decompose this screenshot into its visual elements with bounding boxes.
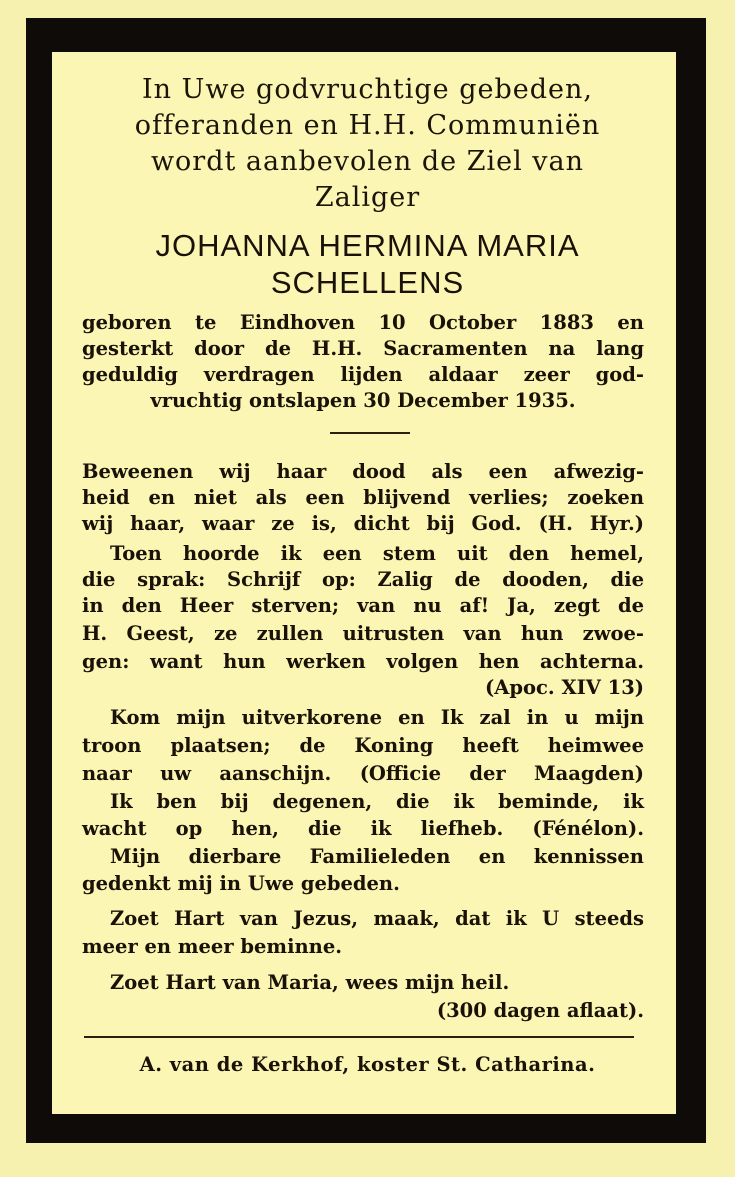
verse-line: troon plaatsen; de Koning heeft heimwee bbox=[82, 734, 644, 757]
biography-line: geboren te Eindhoven 10 October 1883 en bbox=[82, 311, 644, 334]
verse-line: gen: want hun werken volgen hen achterna. bbox=[82, 650, 644, 673]
divider-rule bbox=[330, 432, 410, 434]
prayer-line: Zoet Hart van Maria, wees mijn heil. bbox=[110, 971, 510, 994]
prayer-line: Zoet Hart van Jezus, maak, dat ik U steeds bbox=[110, 907, 644, 930]
footer-rule bbox=[84, 1036, 634, 1038]
verse-line: Mijn dierbare Familieleden en kennissen bbox=[110, 845, 644, 868]
heading-line-1: In Uwe godvruchtige gebeden, bbox=[141, 74, 594, 105]
prayer-line: meer en meer beminne. bbox=[82, 935, 343, 958]
heading-line-4: Zaliger bbox=[314, 182, 421, 213]
biography-line: geduldig verdragen lijden aldaar zeer god- bbox=[82, 363, 644, 386]
verse-line: in den Heer sterven; van nu af! Ja, zegt de bbox=[82, 594, 644, 617]
heading-line-2: offeranden en H.H. Communiën bbox=[134, 110, 601, 141]
citation: (Apoc. XIV 13) bbox=[485, 676, 644, 699]
biography-line: gesterkt door de H.H. Sacramenten na lang bbox=[82, 337, 644, 360]
verse-line: wacht op hen, die ik liefheb. (Fénélon). bbox=[82, 817, 644, 840]
verse-line: Beweenen wij haar dood als een afwezig- bbox=[82, 460, 644, 483]
indulgence-note: (300 dagen aflaat). bbox=[436, 999, 644, 1022]
verse-line: H. Geest, ze zullen uitrusten van hun zwoe- bbox=[82, 622, 644, 645]
heading-line-3: wordt aanbevolen de Ziel van bbox=[150, 146, 585, 177]
verse-line: Kom mijn uitverkorene en Ik zal in u mijn bbox=[110, 706, 644, 729]
verse-line: heid en niet als een blijvend verlies; zoeken bbox=[82, 486, 644, 509]
deceased-name-line-2: SCHELLENS bbox=[270, 265, 465, 300]
verse-line: naar uw aanschijn. (Officie der Maagden) bbox=[82, 762, 644, 785]
verse-line: wij haar, waar ze is, dicht bij God. (H. Hyr.) bbox=[82, 512, 644, 535]
biography-line: vruchtig ontslapen 30 December 1935. bbox=[150, 389, 576, 412]
deceased-name-line-1: JOHANNA HERMINA MARIA bbox=[155, 228, 580, 263]
verse-line: gedenkt mij in Uwe gebeden. bbox=[82, 872, 400, 895]
verse-line: die sprak: Schrijf op: Zalig de dooden, die bbox=[82, 568, 644, 591]
verse-line: Toen hoorde ik een stem uit den hemel, bbox=[110, 542, 644, 565]
printer-credit: A. van de Kerkhof, koster St. Catharina. bbox=[139, 1053, 596, 1076]
verse-line: Ik ben bij degenen, die ik beminde, ik bbox=[110, 790, 644, 813]
